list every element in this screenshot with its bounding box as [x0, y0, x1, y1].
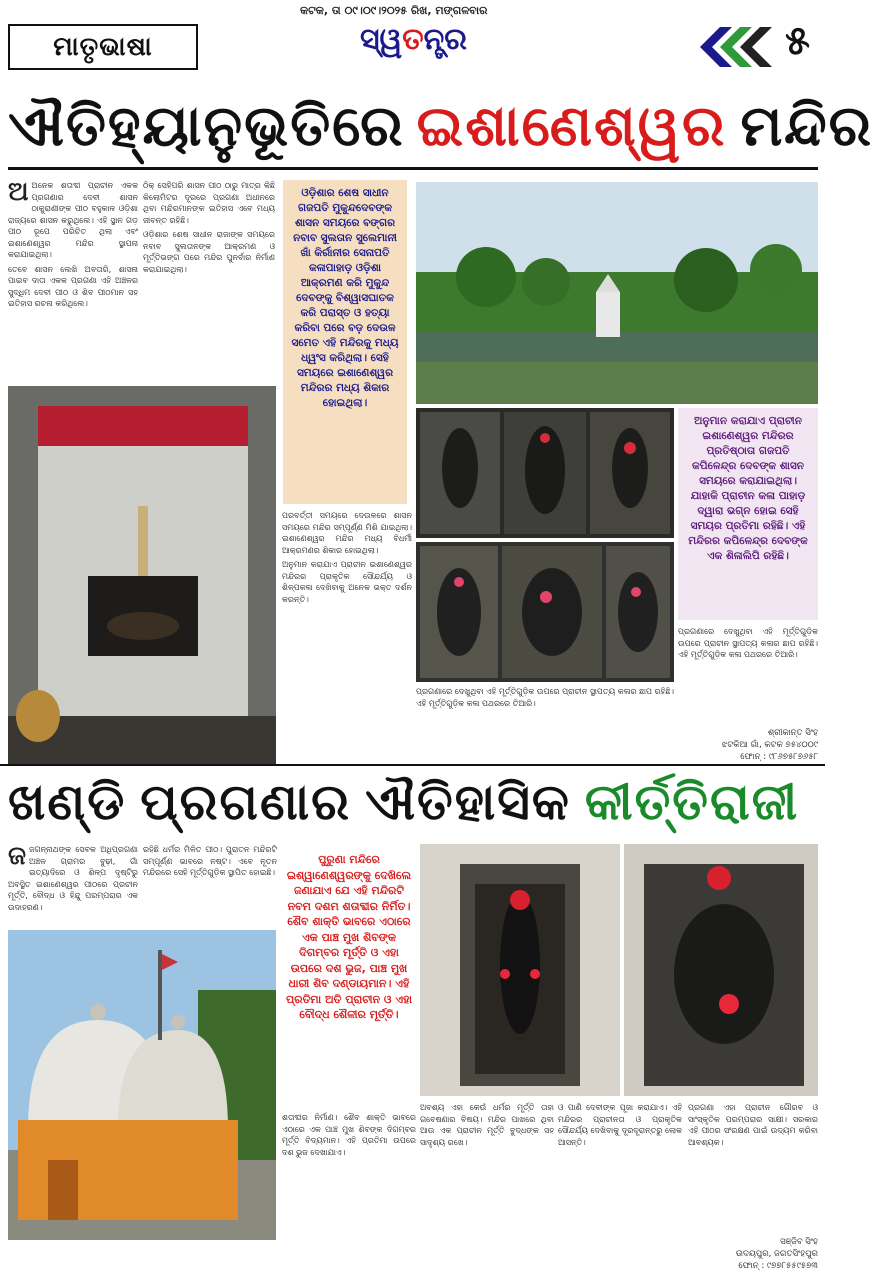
story2-col5-para-1: ଓ ପାଣି ଦେବୀଙ୍କ ପୂଜା କରାଯାଏ। ଏହି ମନ୍ଦିରର ପ୍ରାଚୀନତା ଓ ପ୍ରାକୃତିକ ସୌନ୍ଦର୍ଯ୍ୟ ଦେଖିବାକୁ ଦୂରଦୂରାନ୍ତରୁ ଲୋକ ଆସନ୍ତି। — [558, 1103, 682, 1147]
temple-lake-photo — [416, 182, 818, 404]
story2-column-6 — [688, 1102, 818, 1202]
section-title — [360, 22, 467, 57]
drop-cap: ଜ — [8, 841, 26, 871]
story1-column-5 — [678, 626, 818, 726]
story2-headline-part-3: ଐତିହାସିକ — [365, 772, 571, 831]
story1-headline-part-2: ଇଶାଣେଶ୍ୱର — [416, 93, 727, 159]
story1-column-2 — [143, 180, 275, 380]
story2-column-5 — [558, 1102, 682, 1240]
story1-col1-para-2: ତେବେ ଶାସନ ଲେଖି ଅବତାରି, ଶାସନା ପାଇବ ଦାତା ଏକକ ପ୍ରଗଣା ଏହି ଅଞ୍ଚଳର ସୁଦ୍ଧିମ ଦେବୀ ପୀଠ ଓ ଶିବ ପୀଠମାନ ସହ ଇତିହାସ ରଚନା କରିଥିଲେ। — [8, 264, 138, 308]
newspaper-logo: ମାତୃଭାଷା — [8, 24, 198, 70]
story2-headline-part-1: ଖଣ୍ଡି — [8, 772, 127, 831]
story2-column-1 — [8, 841, 138, 924]
shrine-interior-photo — [8, 386, 276, 764]
idol-photos-top — [416, 408, 674, 538]
story1-col1-para-1: ଅନେକ ଶତାବ୍ଦୀ ପ୍ରାଚୀନ ଏକକ ପ୍ରଗଣାର ଦେବୀ ଶାସନ ଠାକୁରାଣୀଙ୍କ ପୀଠ ବହୁକାଳ ଓଡ଼ିଶା ରାଜ୍ୟରେ ଶାସନ କରୁଥିଲେ। ଏହି ସ୍ଥାନ ଗଡ଼ ପୀଠ ରୂପେ ପରିଚିତ ଥିଲା ଏବଂ ଇଶାଣେଶ୍ୱର ମନ୍ଦିର ସ୍ଥାପନା କରାଯାଇଥିଲା। — [8, 181, 138, 259]
story2-column-4 — [420, 1102, 554, 1240]
story2-col2-para-1: ରହିଛି ଧର୍ମର ମିଳିତ ପୀଠ। ପୁରାତନ ମନ୍ଦିରଟି ସମ୍ପୂର୍ଣ୍ଣ ଭାବରେ ନଷ୍ଟ। ଏବେ ନୂତନ ମନ୍ଦିରରେ ସେହି ମୂର୍ତ୍ତିଗୁଡ଼ିକ ସ୍ଥାପିତ ହୋଇଛି। — [143, 845, 277, 877]
story2-headline-part-4: କୀର୍ତ୍ତିରାଜୀ — [584, 772, 800, 831]
story1-byline-place: ଝଟକିଆ ଗାଁ, କଟକ ୭୫୪୦୦୯ — [721, 740, 818, 750]
story1-headline — [8, 86, 873, 170]
story2-column-2 — [143, 844, 277, 924]
story1-headline-part-3: ମନ୍ଦିର — [740, 93, 873, 159]
story1-pullquote-2: ଅନୁମାନ କରାଯାଏ ପ୍ରାଚୀନ ଇଶାଣେଶ୍ୱର ମନ୍ଦିରର ପ୍ରତିଷ୍ଠାତା ଗଜପତି କପିଳେନ୍ଦ୍ର ଦେବଙ୍କ ଶାସନ ସମୟରେ କରାଯାଇଥିଲା। ଯାହାକି ପ୍ରାଚୀନ କଳା ପାହାଡ଼ ଦ୍ୱାରା ଭଗ୍ନ ହୋଇ ସେହି ସମୟର ପ୍ରତିମା ରହିଛି। ଏହି ମନ୍ଦିରର କପିଳେନ୍ଦ୍ର ଦେବଙ୍କ ଏକ ଶିଳାଲିପି ରହିଛି। — [678, 408, 818, 620]
story1-col2-para-2: ଓଡ଼ିଶାର ଶେଷ ସାଧୀନ ରାଜାଙ୍କ ସମୟରେ ନବାବ ସୁଲତାନଙ୍କ ଆକ୍ରମଣ ଓ ମୂର୍ତ୍ତିଭଙ୍ଗ ପରେ ମନ୍ଦିର ପୁନର୍ବାର ନିର୍ମାଣ କରାଯାଇଥିଲା। — [143, 230, 275, 274]
section-title-part-2: ତ — [402, 22, 424, 57]
story2-byline-place: ଉଦୟପୁର, ଜଗତସିଂହପୁର — [735, 1249, 818, 1259]
drop-cap: ଅ — [8, 177, 29, 207]
idol-photos-bottom — [416, 542, 674, 682]
story1-headline-part-1: ଐତିହ୍ୟାନୁଭୂତିରେ — [8, 93, 405, 159]
story1-column-1 — [8, 177, 138, 380]
story1-byline-name: ଶ୍ରୀକାନ୍ତ ସିଂହ — [767, 728, 818, 738]
story1-byline — [640, 727, 818, 763]
story2-column-3 — [282, 1112, 416, 1240]
masthead — [0, 0, 825, 80]
story2-pullquote: ପୁରୁଣା ମନ୍ଦିରେ ଇଶ୍ୱାଣେଶ୍ୱରଙ୍କୁ ଦେଖିଲେ ଜଣାଯାଏ ଯେ ଏହି ମନ୍ଦିରଟି ନବମ ଦଶମ ଶତାବ୍ଦୀର ନିର୍ମିତ। ଶୈବ ଶାକ୍ତି ଭାବରେ ଏଠାରେ ଏକ ପାଞ୍ଚ ମୁଖ ଶିବଙ୍କ ଦିଗମ୍ବର ମୂର୍ତ୍ତି ଓ ଏହା ଉପରେ ଦଶ ଭୁଜ, ପାଞ୍ଚ ମୁଖ ଧାରୀ ଶିବ ଦଣ୍ଡାୟମାନ। ଏହି ପ୍ରତିମା ଅତି ପ୍ରାଚୀନ ଓ ଏହା ବୌଦ୍ଧ ଶୈଳୀର ମୂର୍ତ୍ତି। — [286, 853, 412, 1021]
story2-byline-name: ସଞ୍ଜିବ ସିଂହ — [780, 1237, 818, 1247]
section-title-part-3: ନ୍ତ୍ର — [423, 22, 468, 57]
story2-col1-para-1: ଜଗନ୍ନାଥଙ୍କ ସେବକ ଅଧିପ୍ରଗଣା ଅଞ୍ଚଳ ଗ୍ରାମର ବୁଢ଼ୀ, ଗାଁ ଇତ୍ୟାଦିରେ ଓ ଶିଳ୍ପ ଦୃଷ୍ଟିରୁ ଅବସ୍ଥିତ ଇଶାଣେଶ୍ୱର ପୀଠରେ ପ୍ରଚୀନ ମୂର୍ତ୍ତି, ବୌଦ୍ଧ ଓ ହିନ୍ଦୁ ପରମ୍ପରାର ଏକ ଉଦାହରଣ। — [8, 845, 138, 912]
dateline: କଟକ, ତା ୦୯।୦୯।୨୦୨୫ ରିଖ, ମଙ୍ଗଳବାର — [300, 4, 488, 17]
story2-col6-para-1: ପ୍ରଗଣା ଏହା ପ୍ରାଚୀନ ଗୌରବ ଓ ସାଂସ୍କୃତିକ ପରମ୍ପରାର ସାକ୍ଷୀ। ସରକାର ଏହି ପୀଠର ସଂରକ୍ଷଣ ପାଇଁ ଉଦ୍ୟମ କରିବା ଆବଶ୍ୟକ। — [688, 1103, 818, 1147]
story2-headline — [8, 766, 818, 838]
section-title-part-1: ସ୍ୱ — [360, 22, 403, 57]
story1-col4-para-1: ପ୍ରଗଣାରେ ଦେଖୁଥିବା ଏହି ମୂର୍ତ୍ତିଗୁଡ଼ିକ ଉପରେ ପ୍ରାଚୀନ ସ୍ଥାପତ୍ୟ କଳାର ଛାପ ରହିଛି। ଏହି ମୂର୍ତ୍ତିଗୁଡ଼ିକ କଳା ପଥରରେ ତିଆରି। — [416, 687, 674, 708]
story2-byline-phone: ଫୋନ୍ : ୯୭୭୮୫୫୯୫୭୩ — [738, 1261, 818, 1271]
story1-col5-para-1: ପ୍ରଗଣାରେ ଦେଖୁଥିବା ଏହି ମୂର୍ତ୍ତିଗୁଡ଼ିକ ଉପରେ ପ୍ରାଚୀନ ସ୍ଥାପତ୍ୟ କଳାର ଛାପ ରହିଛି। ଏହି ମୂର୍ତ୍ତିଗୁଡ଼ିକ କଳା ପଥରରେ ତିଆରି। — [678, 627, 818, 659]
story1-column-4 — [416, 686, 674, 761]
temple-exterior-photo — [8, 930, 276, 1240]
story1-col3-para-1: ପରବର୍ତ୍ତୀ ସମୟରେ ଦେଉଳରେ ଶାସନ ସମୟରେ ମନ୍ଦିର ସମ୍ପୂର୍ଣ୍ଣ ମିଶି ଯାଇଥିଲା। ଇଶାଣେଶ୍ୱର ମନ୍ଦିର ମଧ୍ୟ ବିଧର୍ମୀ ଆକ୍ରମଣର ଶିକାର ହୋଇଥିଲା। — [282, 511, 412, 555]
chevron-logo-icon — [690, 22, 780, 72]
story1-col2-para-1: ଠିକ୍ ସେହିପରି ଶାସନ ପୀଠ ଠାରୁ ମାତ୍ର କିଛି କିଲୋମିଟର ଦୂରରେ ପ୍ରଗଣା ଅଧୀନରେ ଥିବା ମନ୍ଦିରମାନଙ୍କ ଇତିହାସ ଏବେ ମଧ୍ୟ ଜୀବନ୍ତ ରହିଛି। — [143, 181, 275, 225]
story1-pullquote: ଓଡ଼ିଶାର ଶେଷ ସାଧୀନ ଗଜପତି ମୁକୁନ୍ଦଦେବଙ୍କ ଶାସନ ସମୟରେ ବଙ୍ଗର ନବାବ ସୁଲତାନ ସୁଲେମାନୀ ଖାଁ କିର୍ରାନୀର ସେନାପତି କଳାପାହାଡ଼ ଓଡ଼ିଶା ଆକ୍ରମଣ କରି ମୁକୁନ୍ଦ ଦେବଙ୍କୁ ବିଶ୍ୱାସଘାତକ କରି ପରାସ୍ତ ଓ ହତ୍ୟା କରିବା ପରେ ବଡ଼ ଦେଉଳ ସମେତ ଏହି ମନ୍ଦିରକୁ ମଧ୍ୟ ଧ୍ୱଂସ କରିଥିଲା। ସେହି ସମୟରେ ଇଶାଣେଶ୍ୱର ମନ୍ଦିରର ମଧ୍ୟ ଶିକାର ହୋଇଥିଲା। — [283, 180, 407, 504]
page-number: ୫ — [785, 18, 810, 64]
standing-idol-photo — [420, 844, 620, 1096]
seated-idol-photo — [624, 844, 818, 1096]
story1-byline-phone: ଫୋନ୍ : ୯୮୬୭୫୮୭୬୫୮ — [740, 752, 818, 762]
story2-col4-para-1: ଅବଶ୍ୟ ଏହା କେଉଁ ଧର୍ମର ମୂର୍ତ୍ତି ତାହା ଗବେଷଣାର ବିଷୟ। ମନ୍ଦିର ପାଖରେ ଥିବା ଆଉ ଏକ ପ୍ରାଚୀନ ମୂର୍ତ୍ତି ବୁଦ୍ଧଙ୍କ ସହ ସାଦୃଶ୍ୟ ରଖେ। — [420, 1103, 554, 1147]
story1-column-3 — [282, 510, 412, 760]
story2-col3-para-1: ଶତାବ୍ଦୀର ନିର୍ମାଣ। ଶୈବ ଶାକ୍ତି ଭାବରେ ଏଠାରେ ଏକ ପାଞ୍ଚ ମୁଖ ଶିବଙ୍କ ଦିଗମ୍ବର ମୂର୍ତ୍ତି ବିଦ୍ୟମାନ। ଏହି ପ୍ରତିମା ଉପରେ ଦଶ ଭୁଜ ଦେଖାଯାଏ। — [282, 1113, 416, 1157]
story2-byline — [640, 1236, 818, 1272]
story2-headline-part-2: ପ୍ରଗଣାର — [140, 772, 352, 831]
story1-col3-para-2: ଅନୁମାନ କରାଯାଏ ପ୍ରାଚୀନ ଇଶାଣେଶ୍ୱର ମନ୍ଦିରର ପ୍ରାକୃତିକ ସୌନ୍ଦର୍ଯ୍ୟ ଓ ଶିଳ୍ପକଳା ଦେଖିବାକୁ ଅନେକ ଭକ୍ତ ଦର୍ଶନ କରନ୍ତି। — [282, 560, 412, 604]
